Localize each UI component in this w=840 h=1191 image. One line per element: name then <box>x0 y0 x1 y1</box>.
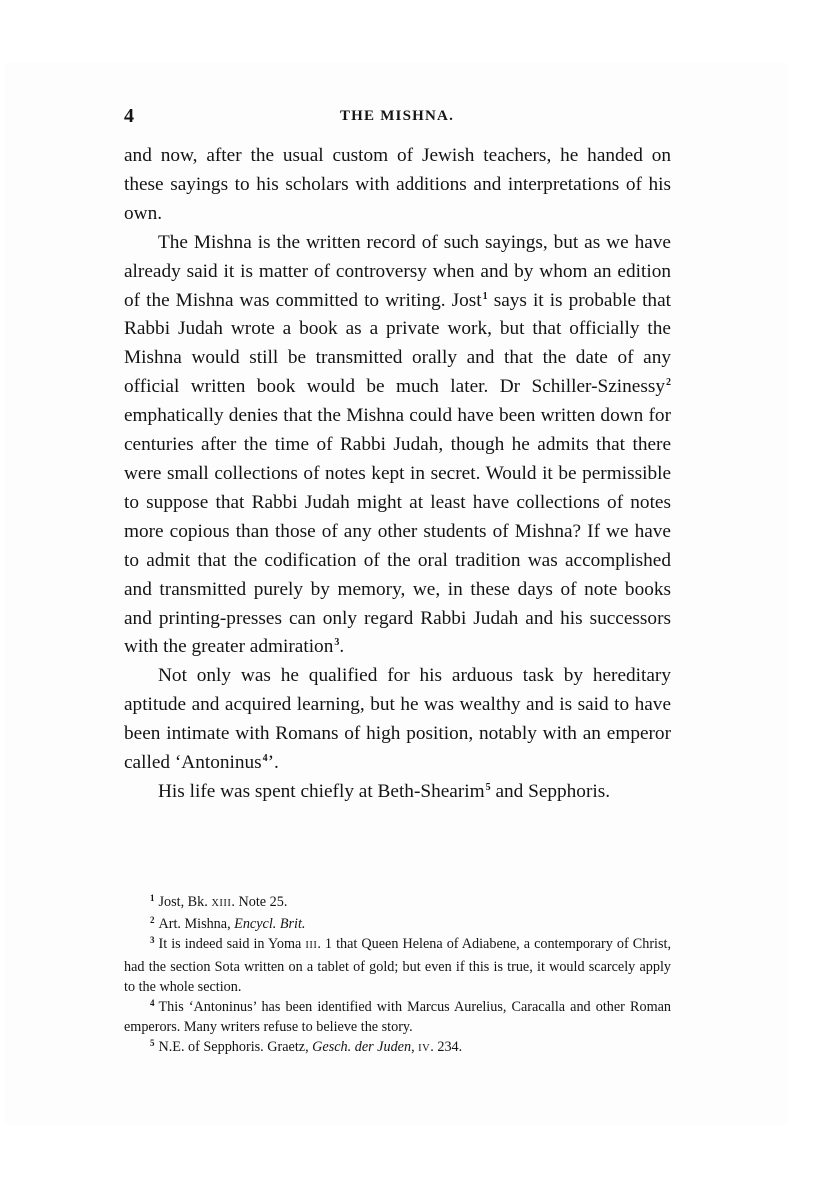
paragraph <box>124 778 671 807</box>
paragraph <box>124 662 671 778</box>
text-run: . 234. <box>430 1039 463 1056</box>
footnote-4 <box>124 997 671 1037</box>
text-run: . <box>339 636 345 658</box>
text-run: Jost, Bk. <box>158 894 212 910</box>
text-run: and Sepphoris. <box>490 780 611 802</box>
text-run: Art. Mishna, <box>158 916 235 933</box>
paragraph <box>124 229 671 663</box>
footnote-5 <box>124 1037 671 1059</box>
text-run: N.E. of Sepphoris. Graetz, <box>158 1039 313 1056</box>
footnote-ref-1: 1 <box>482 290 488 302</box>
footnote-3 <box>124 934 671 997</box>
italic-title: Gesch. der Juden <box>312 1039 412 1056</box>
roman-numeral: III <box>305 940 318 952</box>
text-run: . Note 25. <box>231 894 288 910</box>
footnote-marker: 5 <box>150 1038 155 1049</box>
text-run: emphatically denies that the Mishna could have been written down for centuries after the time of Rabbi Judah, though he admits that there were small collections of notes kept in secret. Would it be permissible to suppose that Rabbi Judah might at least have collections of notes more copious than those of any other students of Mishna? If we have to admit that the codification of the oral tradition was accomplished and transmitted purely by memory, we, in these days of note books and printing-presses can only regard Rabbi Judah and his successors with the greater admiration <box>124 405 671 658</box>
footnote-ref-3: 3 <box>334 637 340 649</box>
text-run: Not only was he qualified for his arduous task by hereditary aptitude and acquired learning, but he was wealthy and is said to have been intimate with Romans of high position, notably with an emperor called ‘Antoninus <box>124 665 671 774</box>
footnote-marker: 3 <box>150 935 155 946</box>
footnote-ref-2: 2 <box>666 377 671 389</box>
text-run: The Mishna is the written record of such sayings, but as we have already said it is matter of controversy when and by whom an edition of the Mishna was committed to writing. Jost <box>124 231 671 311</box>
footnote-marker: 2 <box>150 915 155 926</box>
footnote-ref-4: 4 <box>262 753 268 765</box>
text-run: says it is probable that Rabbi Judah wrote a book as a private work, but that officially the Mishna would still be transmitted orally and that the date of any official written book would be much later. Dr Schiller-Szinessy <box>124 289 671 398</box>
footnote-marker: 4 <box>150 998 155 1009</box>
page-header <box>124 105 670 129</box>
footnote-2 <box>124 914 671 934</box>
text-run: It is indeed said in Yoma <box>158 936 306 953</box>
footnote-marker: 1 <box>150 893 155 903</box>
main-text <box>124 142 671 807</box>
text-run: This ‘Antoninus’ has been identified with Marcus Aurelius, Caracalla and other Roman emperors. Many writers refuse to believe the story. <box>124 999 671 1036</box>
text-run: ’. <box>267 752 279 774</box>
roman-numeral: IV <box>418 1043 431 1055</box>
running-title: THE MISHNA. <box>339 108 455 124</box>
roman-numeral: XIII <box>211 898 232 909</box>
page-number: 4 <box>124 105 134 127</box>
footnote-1 <box>124 892 671 914</box>
paragraph <box>124 142 671 229</box>
text-run: , <box>411 1039 419 1056</box>
text-run: . 1 that Queen Helena of Adiabene, a contemporary of Christ, had the section Sota written on a tablet of gold; but even if this is true, it would scarcely apply to the whole section. <box>124 936 671 995</box>
footnotes <box>124 892 671 1060</box>
text-run: His life was spent chiefly at Beth-Shearim <box>158 780 485 802</box>
text-run: and now, after the usual custom of Jewish teachers, he handed on these sayings to his scholars with additions and interpretations of his own. <box>124 145 671 224</box>
footnote-ref-5: 5 <box>485 781 491 793</box>
italic-title: Encycl. Brit. <box>234 916 306 933</box>
